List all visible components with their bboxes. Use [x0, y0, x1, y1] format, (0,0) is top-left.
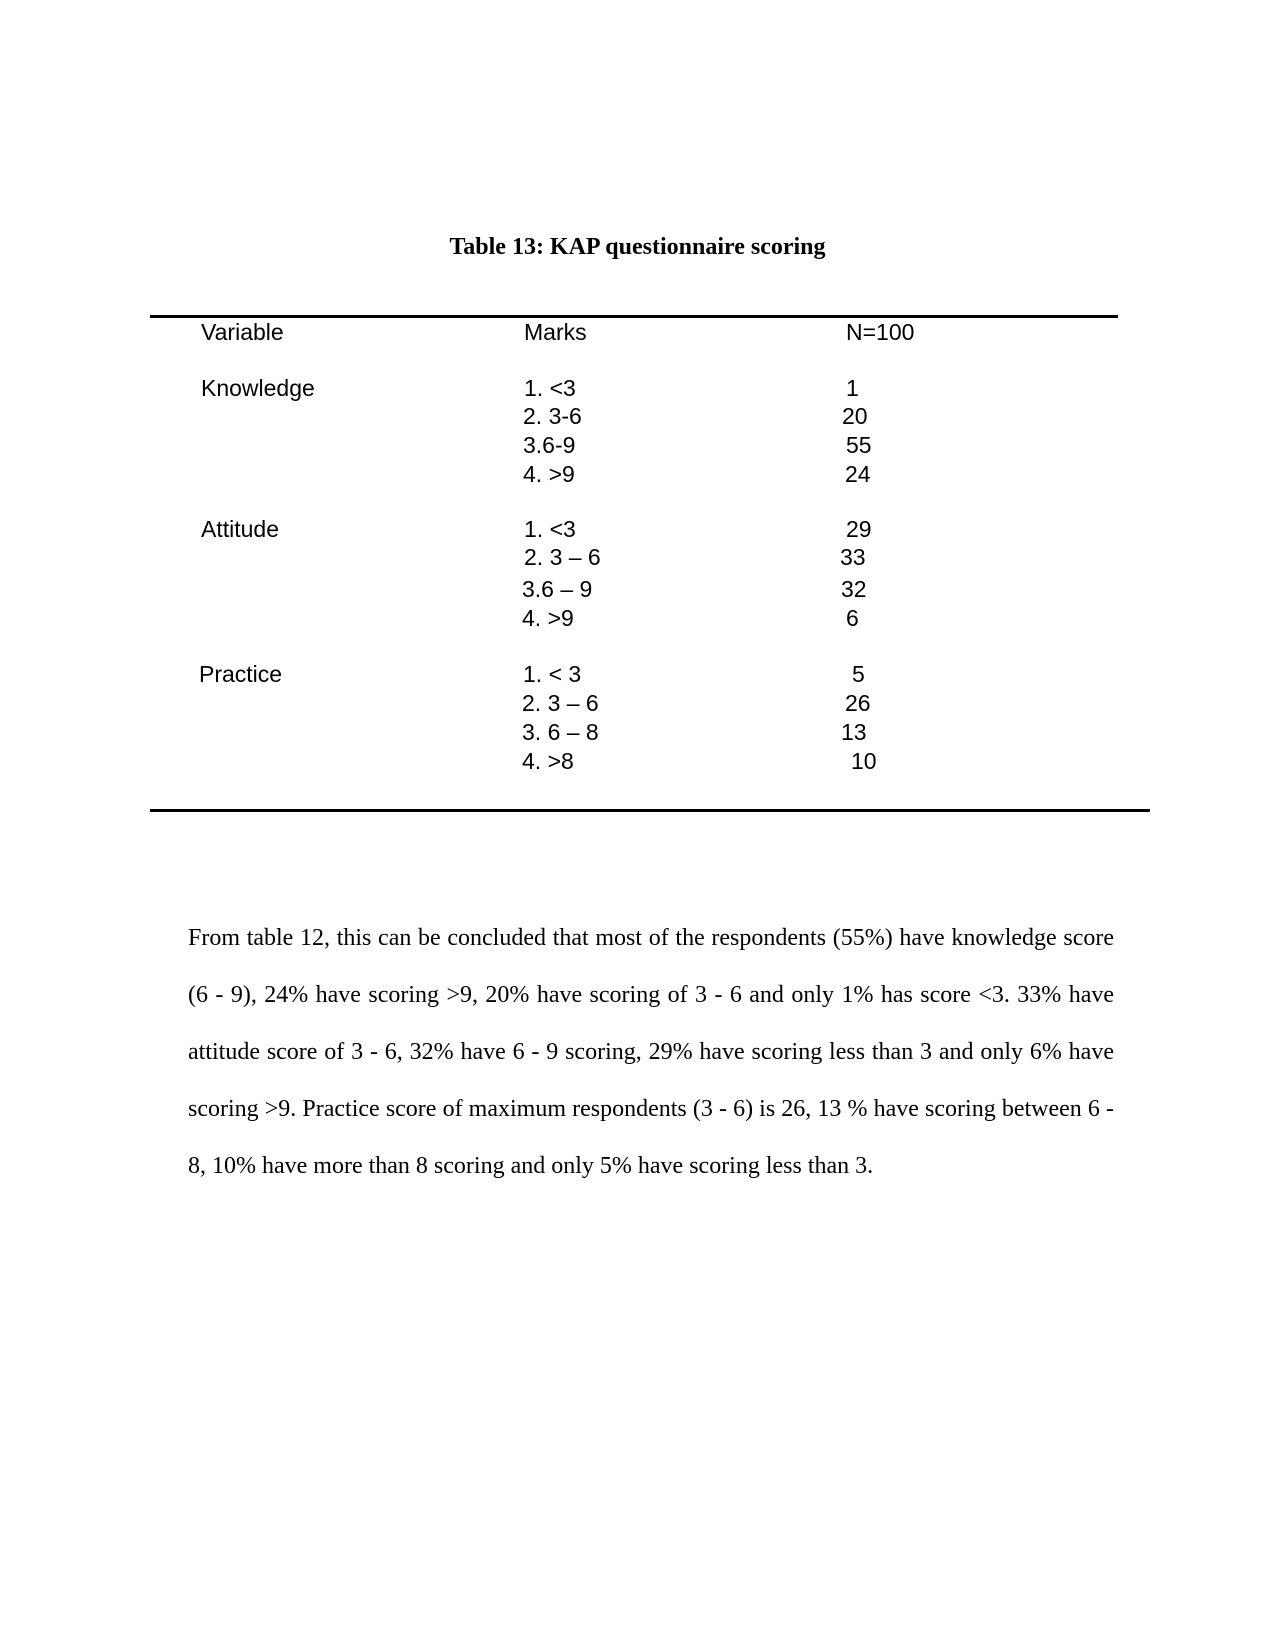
mark-cell: 4. >9	[523, 461, 575, 487]
body-paragraph: From table 12, this can be concluded that most of the respondents (55%) have knowledge score (6 - 9), 24% have scoring >9, 20% have scoring of 3 - 6 and only 1% has score <3. 33% have attitude score of 3 - 6, 32% have 6 - 9 scoring, 29% have scoring less than 3 and only 6% have scoring >9. Practice score of maximum respondents (3 - 6) is 26, 13 % have scoring between 6 - 8, 10% have more than 8 scoring and only 5% have scoring less than 3.	[188, 925, 1114, 1179]
variable-knowledge: Knowledge	[201, 375, 315, 401]
count-cell: 20	[842, 403, 868, 429]
table-bottom-rule	[150, 809, 1150, 812]
header-n: N=100	[846, 319, 915, 345]
mark-cell: 1. < 3	[523, 661, 582, 687]
header-marks: Marks	[524, 319, 587, 345]
count-cell: 24	[845, 461, 871, 487]
mark-cell: 3.6 – 9	[522, 576, 593, 602]
count-cell: 55	[846, 432, 872, 458]
mark-cell: 3.6-9	[523, 432, 576, 458]
count-cell: 10	[851, 748, 877, 774]
mark-cell: 2. 3 – 6	[522, 690, 599, 716]
count-cell: 26	[845, 690, 871, 716]
table-top-rule	[150, 315, 1118, 318]
count-cell: 6	[846, 605, 859, 631]
count-cell: 32	[841, 576, 867, 602]
mark-cell: 1. <3	[524, 516, 576, 542]
mark-cell: 3. 6 – 8	[522, 719, 599, 745]
count-cell: 13	[841, 719, 867, 745]
header-variable: Variable	[201, 319, 284, 345]
count-cell: 5	[852, 661, 865, 687]
count-cell: 1	[846, 375, 859, 401]
mark-cell: 1. <3	[524, 375, 576, 401]
count-cell: 33	[840, 544, 866, 570]
variable-attitude: Attitude	[201, 516, 279, 542]
mark-cell: 4. >9	[522, 605, 574, 631]
mark-cell: 4. >8	[522, 748, 574, 774]
mark-cell: 2. 3-6	[523, 403, 582, 429]
variable-practice: Practice	[199, 661, 283, 687]
mark-cell: 2. 3 – 6	[524, 544, 601, 570]
count-cell: 29	[846, 516, 872, 542]
table-caption: Table 13: KAP questionnaire scoring	[449, 234, 826, 260]
